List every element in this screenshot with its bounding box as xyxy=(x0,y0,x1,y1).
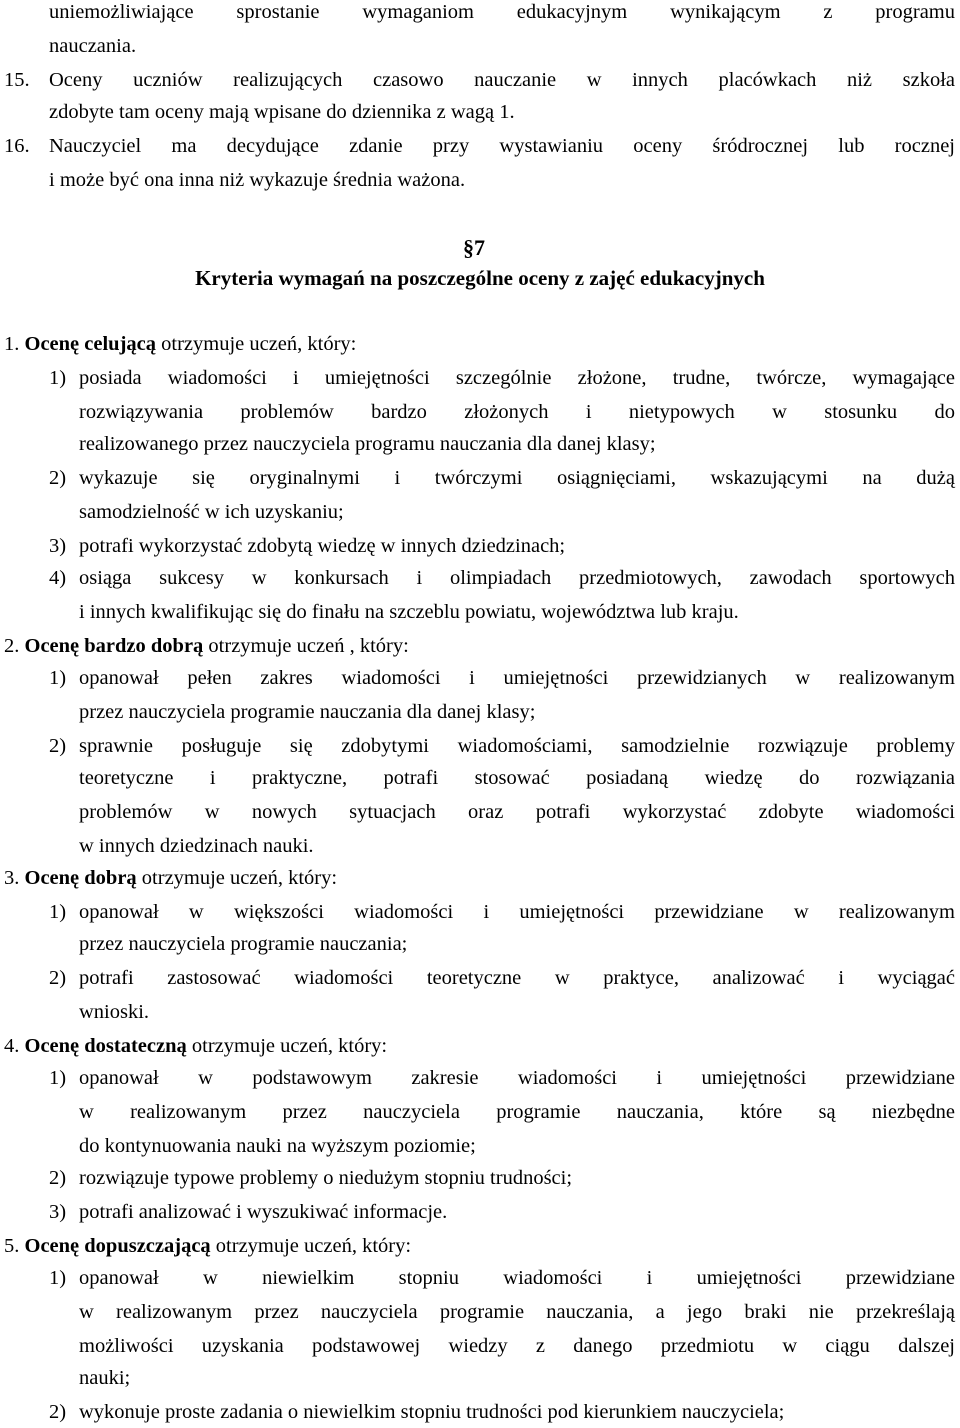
item-number: 2) xyxy=(49,467,67,489)
grade-heading xyxy=(4,1034,387,1058)
section-heading-number xyxy=(463,236,485,260)
item-number: 3) xyxy=(49,535,67,557)
grade-number: 4. xyxy=(4,1035,20,1057)
grade-number: 1. xyxy=(4,333,20,355)
item-number: 1) xyxy=(49,901,67,923)
item-line: problemów w nowych sytuacjach oraz potrafi wykorzystać zdobyte wiadomości xyxy=(79,801,955,823)
item-line: do kontynuowania nauki na wyższym poziomie; xyxy=(79,1135,476,1157)
grade-intro: otrzymuje uczeń, który: xyxy=(136,867,338,889)
item-line: przez nauczyciela programie nauczania; xyxy=(79,933,408,955)
paragraph-number: 15. xyxy=(4,69,30,91)
item-number: 1) xyxy=(49,1067,67,1089)
item-number: 4) xyxy=(49,567,67,589)
grade-heading xyxy=(4,866,337,890)
grade-number: 3. xyxy=(4,867,20,889)
item-line: teoretyczne i praktyczne, potrafi stosować posiadaną wiedzę do rozwiązania xyxy=(79,767,955,789)
grade-name: Ocenę bardzo dobrą xyxy=(24,635,204,657)
grade-name: Ocenę dopuszczającą xyxy=(24,1235,211,1257)
item-number: 2) xyxy=(49,1167,67,1189)
grade-intro: otrzymuje uczeń, który: xyxy=(186,1035,388,1057)
paragraph-line: Oceny uczniów realizujących czasowo nauczanie w innych placówkach niż szkoła xyxy=(49,69,955,91)
item-line: wykonuje proste zadania o niewielkim stopniu trudności pod kierunkiem nauczyciela; xyxy=(79,1401,785,1423)
grade-number: 2. xyxy=(4,635,20,657)
item-number: 3) xyxy=(49,1201,67,1223)
item-line: w innych dziedzinach nauki. xyxy=(79,835,314,857)
item-number: 2) xyxy=(49,735,67,757)
grade-intro: otrzymuje uczeń , który: xyxy=(203,635,409,657)
item-line: możliwości uzyskania podstawowej wiedzy z danego przedmiotu w ciągu dalszej xyxy=(79,1335,955,1357)
grade-name: Ocenę celującą xyxy=(24,333,156,355)
item-line: opanował w większości wiadomości i umiejętności przewidziane w realizowanym xyxy=(79,901,955,923)
item-line: opanował pełen zakres wiadomości i umiejętności przewidzianych w realizowanym xyxy=(79,667,955,689)
paragraph-line: nauczania. xyxy=(49,35,137,57)
grade-name: Ocenę dobrą xyxy=(24,867,137,889)
item-number: 1) xyxy=(49,367,67,389)
item-line: samodzielność w ich uzyskaniu; xyxy=(79,501,344,523)
grade-heading xyxy=(4,332,356,356)
item-line: posiada wiadomości i umiejętności szczególnie złożone, trudne, twórcze, wymagające xyxy=(79,367,955,389)
item-line: nauki; xyxy=(79,1367,131,1389)
grade-intro: otrzymuje uczeń, który: xyxy=(156,333,357,355)
item-line: realizowanego przez nauczyciela programu nauczania dla danej klasy; xyxy=(79,433,656,455)
item-line: opanował w podstawowym zakresie wiadomości i umiejętności przewidziane xyxy=(79,1067,955,1089)
item-number: 2) xyxy=(49,1401,67,1423)
item-line: potrafi wykorzystać zdobytą wiedzę w innych dziedzinach; xyxy=(79,535,566,557)
grade-heading xyxy=(4,634,409,658)
item-line: rozwiązywania problemów bardzo złożonych i nietypowych w stosunku do xyxy=(79,401,955,423)
item-line: potrafi analizować i wyszukiwać informacje. xyxy=(79,1201,448,1223)
section-title: Kryteria wymagań na poszczególne oceny z zajęć edukacyjnych xyxy=(195,266,765,290)
grade-number: 5. xyxy=(4,1235,20,1257)
grade-name: Ocenę dostateczną xyxy=(24,1035,187,1057)
grade-intro: otrzymuje uczeń, który: xyxy=(210,1235,412,1257)
item-line: sprawnie posługuje się zdobytymi wiadomościami, samodzielnie rozwiązuje problemy xyxy=(79,735,955,757)
paragraph-line: i może być ona inna niż wykazuje średnia ważona. xyxy=(49,169,466,191)
item-line: przez nauczyciela programie nauczania dla danej klasy; xyxy=(79,701,536,723)
item-number: 1) xyxy=(49,1267,67,1289)
item-number: 2) xyxy=(49,967,67,989)
paragraph-line: Nauczyciel ma decydujące zdanie przy wystawianiu oceny śródrocznej lub rocznej xyxy=(49,135,955,157)
item-line: potrafi zastosować wiadomości teoretyczne w praktyce, analizować i wyciągać xyxy=(79,967,955,989)
paragraph-line: zdobyte tam oceny mają wpisane do dziennika z wagą 1. xyxy=(49,101,515,123)
section-number: 7 xyxy=(474,235,485,260)
item-line: rozwiązuje typowe problemy o niedużym stopniu trudności; xyxy=(79,1167,573,1189)
item-line: wykazuje się oryginalnymi i twórczymi osiągnięciami, wskazującymi na dużą xyxy=(79,467,955,489)
section-sign: § xyxy=(463,235,474,260)
paragraph-line: uniemożliwiające sprostanie wymaganiom edukacyjnym wynikającym z programu xyxy=(49,1,955,23)
item-line: w realizowanym przez nauczyciela programie nauczania, które są niezbędne xyxy=(79,1101,955,1123)
item-line: i innych kwalifikując się do finału na szczeblu powiatu, województwa lub kraju. xyxy=(79,601,739,623)
item-number: 1) xyxy=(49,667,67,689)
item-line: wnioski. xyxy=(79,1001,150,1023)
item-line: w realizowanym przez nauczyciela programie nauczania, a jego braki nie przekreślają xyxy=(79,1301,955,1323)
grade-heading xyxy=(4,1234,411,1258)
item-line: opanował w niewielkim stopniu wiadomości i umiejętności przewidziane xyxy=(79,1267,955,1289)
item-line: osiąga sukcesy w konkursach i olimpiadach przedmiotowych, zawodach sportowych xyxy=(79,567,955,589)
paragraph-number: 16. xyxy=(4,135,30,157)
